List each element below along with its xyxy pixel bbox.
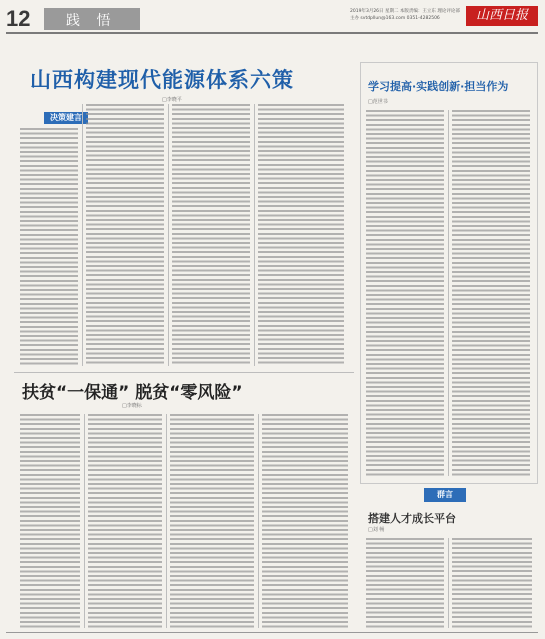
column-divider [82, 104, 83, 366]
column-divider [258, 414, 259, 628]
article-column [88, 414, 162, 628]
dateline: 2019年3月26日 星期二 本版责编：王立东 理论评论部主办 svtdpllun@163.com 0351-4282506 [350, 9, 460, 21]
article-column [170, 414, 254, 628]
section-separator [14, 372, 354, 373]
section-bar [44, 8, 140, 30]
article-column [452, 538, 532, 628]
second-byline: □李晓标 [122, 403, 142, 409]
article-column [366, 538, 444, 628]
section-tag: 决策建言 [44, 112, 88, 124]
masthead-logo: 山西日报 [466, 6, 538, 26]
page-number: 12 [6, 6, 31, 31]
column-divider [84, 414, 85, 628]
section-label: 践 悟 [66, 13, 117, 29]
bottom-rule [6, 632, 538, 633]
right-article-title: 学习提高·实践创新·担当作为 [368, 80, 509, 93]
right-article-byline: □范世书 [368, 99, 388, 105]
article-column [20, 414, 80, 628]
article-column [262, 414, 348, 628]
right-article2-byline: □刘 畅 [368, 527, 385, 533]
column-divider [166, 414, 167, 628]
header-rule [6, 32, 538, 34]
right-article2-title: 搭建人才成长平台 [368, 512, 456, 525]
section-tag: 群言 [424, 488, 466, 502]
second-headline: 扶贫“一保通” 脱贫“零风险” [22, 383, 243, 403]
article-column [172, 104, 250, 366]
column-divider [168, 104, 169, 366]
article-column [20, 128, 78, 366]
article-column [452, 110, 530, 476]
column-divider [254, 104, 255, 366]
article-column [366, 110, 444, 476]
article-column [86, 104, 164, 366]
main-byline: □李晓平 [162, 97, 182, 103]
column-divider [448, 538, 449, 628]
column-divider [448, 110, 449, 476]
main-headline: 山西构建现代能源体系六策 [30, 68, 294, 92]
article-column [258, 104, 344, 366]
